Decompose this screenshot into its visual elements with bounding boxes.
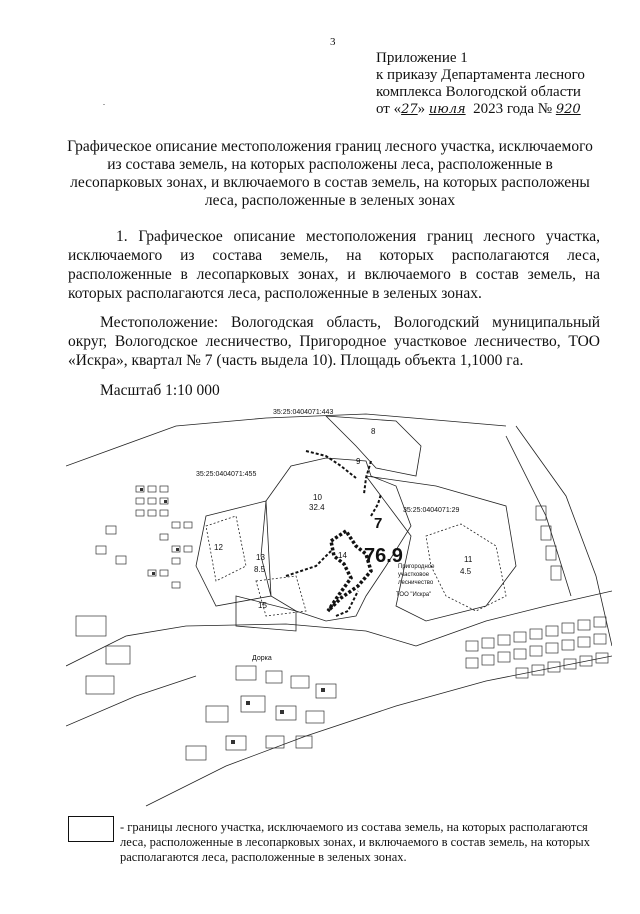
section-label-8: 8 [371, 427, 376, 436]
date-prefix: от « [376, 101, 402, 117]
section-label-4-5: 4.5 [460, 567, 472, 576]
settlement-label: Дорка [252, 655, 272, 662]
date-year: 2023 года № [473, 101, 553, 117]
map-road [516, 426, 612, 646]
appendix-line-3: комплекса Вологодской области [376, 84, 581, 100]
map-boundary [206, 516, 246, 581]
date-month: июля [428, 102, 466, 117]
order-number: 920 [555, 102, 581, 117]
section-label-7: 7 [374, 515, 383, 532]
section-label-15: 15 [258, 601, 267, 610]
section-label-8-5: 8.5 [254, 565, 266, 574]
legend-symbol [68, 816, 114, 842]
cadastral-map [66, 406, 612, 816]
cadastral-number-1: 35:25:0404071:443 [273, 409, 334, 416]
map-building [321, 688, 325, 692]
section-label-13: 13 [256, 553, 265, 562]
section-label-9: 9 [356, 457, 361, 466]
page-number: 3 [330, 36, 336, 48]
area-value: 76.9 [364, 545, 403, 567]
date-day: 27 [401, 102, 418, 117]
map-boundary [256, 576, 306, 616]
map-building [176, 548, 179, 551]
map-building [246, 701, 250, 705]
map-scale: Масштаб 1:10 000 [100, 382, 220, 399]
appendix-header [376, 50, 626, 118]
section-label-14: 14 [338, 551, 347, 560]
section-label-11: 11 [464, 555, 473, 564]
map-road [146, 656, 612, 806]
date-mid: » [417, 101, 426, 117]
appendix-line-1: Приложение 1 [376, 50, 468, 66]
legend-text: - границы лесного участка, исключаемого из состава земель, на которых располагаются леса, расположенные в лесопарковых зонах, и включаемого в состав земель, на которых располагаются леса, расположенные в зеленых зонах. [120, 820, 590, 864]
section-label-32-4: 32.4 [309, 503, 325, 512]
map-trail [286, 551, 331, 576]
appendix-line-2: к приказу Департамента лесного [376, 67, 585, 83]
map-road [66, 676, 196, 726]
building-grid-west [76, 486, 192, 694]
map-trail [306, 451, 356, 478]
forestry-label-line-1: Пригородное [398, 564, 435, 570]
map-road [66, 414, 506, 466]
map-building [231, 740, 235, 744]
forestry-label-line-2: участковое [398, 572, 430, 578]
map-trail [371, 494, 381, 516]
map-road [66, 624, 416, 666]
map-boundary [326, 416, 421, 476]
building-grid-south [186, 666, 336, 760]
map-building [140, 488, 143, 491]
paragraph-location: Местоположение: Вологодская область, Вологодский муниципальный округ, Вологодское лесничество, Пригородное участковое лесничество, ТОО «Искра», квартал № 7 (часть выдела 10). Площадь объекта 1,1000 га. [68, 314, 600, 369]
forestry-label-line-3: лесничество [398, 580, 434, 586]
paragraph-description: 1. Графическое описание местоположения границ лесного участка, исключаемого из состава земель, на которых располагаются леса, расположенные в лесопарковых зонах, и включаемого в состав земель, на которых располагаются леса, расположенные в зеленых зонах. [68, 228, 600, 302]
stray-mark: . [103, 98, 105, 107]
map-building [152, 572, 155, 575]
cadastral-number-2: 35:25:0404071:455 [196, 471, 257, 478]
section-label-10: 10 [313, 493, 322, 502]
map-building [164, 500, 167, 503]
section-label-12: 12 [214, 543, 223, 552]
map-building [280, 710, 284, 714]
appendix-date-line [376, 101, 626, 118]
document-title: Графическое описание местоположения границ лесного участка, исключаемого из состава земель, на которых расположены леса, расположенные в лесопарковых зонах, и включаемого в состав земель, на которых расположены леса, расположенные в зеленых зонах [67, 138, 593, 209]
building-grid-east [466, 506, 608, 678]
forestry-label-line-4: ТОО "Искра" [396, 592, 432, 598]
cadastral-number-3: 35:25:0404071:29 [403, 507, 460, 514]
